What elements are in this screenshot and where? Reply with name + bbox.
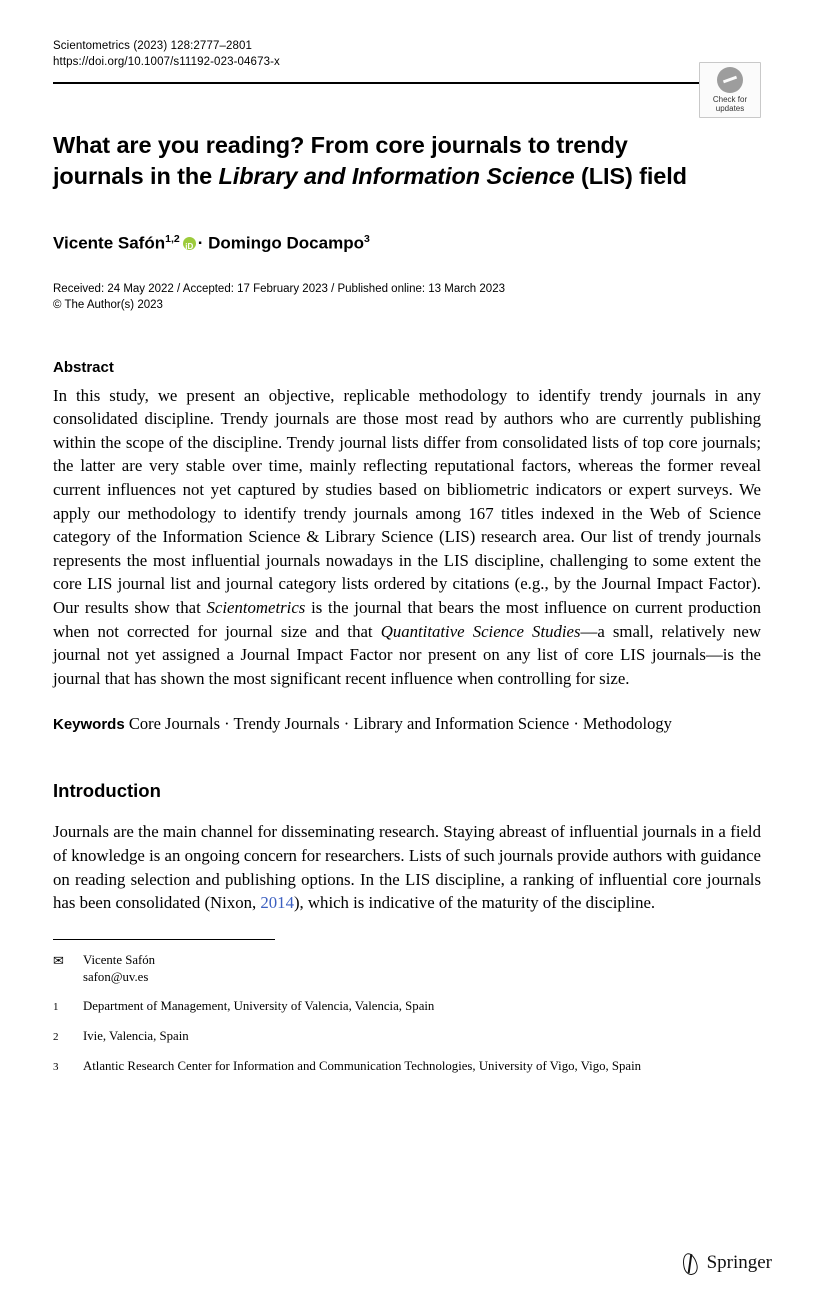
orcid-icon[interactable]	[183, 237, 196, 250]
author-1-affiliation-marks: 1,2	[165, 233, 180, 245]
affiliation-item	[53, 1028, 761, 1046]
publisher-name: Springer	[706, 1252, 772, 1273]
crossmark-label-line1: Check for	[712, 95, 748, 104]
affiliation-mark: 1	[53, 1000, 59, 1013]
received-accepted-published: Received: 24 May 2022 / Accepted: 17 February 2023 / Published online: 13 March 2023	[53, 282, 505, 295]
doi-link[interactable]: https://doi.org/10.1007/s11192-023-04673-x	[53, 56, 280, 68]
crossmark-icon	[717, 67, 743, 93]
abstract-part-2: is the journal that bears the most influence on current production when not corrected for journal size and that	[53, 598, 761, 641]
keywords-block	[53, 712, 673, 736]
affiliation-item	[53, 998, 761, 1016]
author-1-name: Vicente Safón	[53, 233, 166, 253]
affiliation-text: Department of Management, University of Valencia, Valencia, Spain	[83, 998, 435, 1013]
journal-citation: Scientometrics (2023) 128:2777–2801	[53, 40, 253, 52]
author-2-affiliation-marks: 3	[363, 233, 370, 245]
affiliation-mark: 2	[53, 1030, 59, 1043]
corresponding-author-name: Vicente Safón	[83, 952, 156, 967]
title-part-2: (LIS) field	[574, 163, 687, 189]
crossmark-badge[interactable]	[699, 62, 761, 118]
footnote-divider	[53, 939, 275, 940]
journal-reference	[53, 38, 761, 70]
author-separator: ·	[197, 233, 204, 253]
citation-link[interactable]: 2014	[260, 893, 294, 913]
intro-text-after-citation: ), which is indicative of the maturity of the discipline.	[293, 893, 656, 913]
affiliation-mark: 3	[53, 1060, 59, 1073]
page-content	[53, 38, 761, 1088]
author-2-name: Domingo Docampo	[208, 233, 364, 253]
envelope-icon: ✉	[53, 952, 64, 968]
footnotes	[53, 952, 761, 1076]
keywords-label: Keywords	[53, 716, 125, 734]
page-title	[53, 130, 713, 192]
affiliation-item	[53, 1058, 761, 1076]
header-divider	[53, 82, 761, 84]
publication-dates	[53, 281, 761, 313]
affiliation-text: Atlantic Research Center for Information and Communication Technologies, University of Vigo, Vigo, Spain	[83, 1058, 642, 1073]
corresponding-author-email[interactable]: safon@uv.es	[83, 969, 149, 984]
springer-mark-icon	[679, 1251, 701, 1275]
abstract-italic-2: Quantitative Science Studies	[380, 621, 581, 641]
abstract-part-3: —a small, relatively new journal not yet assigned a Journal Impact Factor nor present on any list of core LIS journals—is the journal that has shown the most significant recent influence when controlling for size.	[53, 621, 761, 688]
title-part-1: What are you reading? From core journals to trendy journals in the	[53, 132, 628, 189]
title-italic: Library and Information Science	[218, 163, 575, 189]
affiliation-text: Ivie, Valencia, Spain	[83, 1028, 189, 1043]
section-heading-introduction: Introduction	[53, 780, 161, 802]
introduction-paragraph	[53, 820, 761, 914]
abstract-part-1: In this study, we present an objective, replicable methodology to identify trendy journals in any consolidated discipline. Trendy journals are those most read by authors who are currently publishing within the scope of the discipline. Trendy journal lists differ from consolidated lists of top core journals; the latter are very stable over time, mainly reflecting reputational factors, whereas the former reveal current influences not yet captured by studies based on bibliometric indicators or expert surveys. We apply our methodology to identify trendy journals among 167 titles indexed in the Web of Science category of the Information Science & Library Science (LIS) research area. Our list of trendy journals represents the most influential journals nowadays in the LIS discipline, challenging to some extent the core LIS journal list and journal category lists ordered by citations (e.g., by the Journal Impact Factor). Our results show that	[53, 385, 761, 617]
corresponding-author-text	[83, 952, 761, 986]
abstract-text	[53, 384, 761, 691]
publisher-logo	[679, 1251, 772, 1275]
corresponding-author	[53, 952, 761, 986]
abstract-italic-1: Scientometrics	[206, 598, 306, 617]
keywords-text: Core Journals · Trendy Journals · Library and Information Science · Methodology	[128, 714, 672, 734]
abstract-heading: Abstract	[53, 358, 114, 376]
author-list	[53, 228, 761, 255]
copyright-line: © The Author(s) 2023	[53, 298, 163, 311]
intro-text-before-citation: Journals are the main channel for disseminating research. Staying abreast of influential journals in a field of knowledge is an ongoing concern for researchers. Lists of such journals provide authors with guidance on reading selection and publishing options. In the LIS discipline, a ranking of influential core journals has been consolidated (Nixon,	[53, 822, 761, 913]
crossmark-label-line2: updates	[715, 104, 745, 113]
